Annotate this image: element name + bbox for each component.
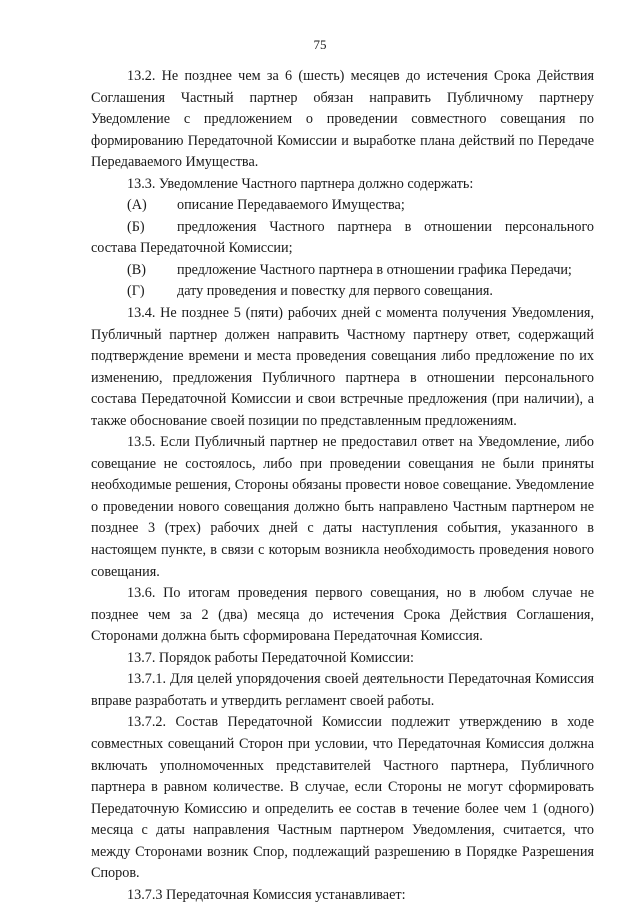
clause-13-2: 13.2. Не позднее чем за 6 (шесть) месяцев до истечения Срока Действия Соглашения Частный партнер обязан направить Публичному партнеру Уведомление с предложением о проведении совместного совещания по формированию Передаточной Комиссии и выработке плана действий по Передаче Передаваемого Имущества.	[91, 68, 594, 171]
list-item-a	[91, 195, 594, 217]
list-marker: (Б)	[127, 218, 145, 235]
list-marker: (В)	[127, 261, 146, 278]
list-item-text: предложения Частного партнера в отношении персонального состава Передаточной Комиссии;	[91, 218, 594, 257]
list-item-text: описание Передаваемого Имущества;	[177, 197, 405, 214]
list-marker: (А)	[127, 197, 147, 214]
clause-13-7: 13.7. Порядок работы Передаточной Комиссии:	[127, 649, 414, 666]
clause-13-7-2: 13.7.2. Состав Передаточной Комиссии подлежит утверждению в ходе совместных совещаний Сторон при условии, что Передаточная Комиссия должна включать уполномоченных представителей Частного партнера, Публичного партнера в равном количестве. В случае, если Стороны не могут сформировать Передаточную Комиссию и определить ее состав в течение более чем 1 (одного) месяца с даты направления Частным партнером Уведомления, считается, что между Сторонами возник Спор, подлежащий разрешению в Порядке Разрешения Споров.	[91, 714, 594, 882]
clause-13-5: 13.5. Если Публичный партнер не предоставил ответ на Уведомление, либо совещание не состоялось, либо при проведении совещания не были приняты необходимые решения, Стороны обязаны провести новое совещание. Уведомление о проведении нового совещания должно быть направлено Частным партнером не позднее 3 (трех) рабочих дней с даты наступления события, указанного в настоящем пункте, в связи с которым возникла необходимость проведения нового совещания.	[91, 434, 594, 580]
list-item-text: дату проведения и повестку для первого совещания.	[177, 283, 493, 300]
clause-13-3: 13.3. Уведомление Частного партнера должно содержать:	[127, 175, 474, 192]
clause-13-6: 13.6. По итогам проведения первого совещания, но в любом случае не позднее чем за 2 (два) месяца до истечения Срока Действия Соглашения, Сторонами должна быть сформирована Передаточная Комиссия.	[91, 585, 594, 645]
list-item-c	[91, 260, 594, 282]
clause-13-7-1: 13.7.1. Для целей упорядочения своей деятельности Передаточная Комиссия вправе разработать и утвердить регламент своей работы.	[91, 671, 594, 709]
clause-13-4: 13.4. Не позднее 5 (пяти) рабочих дней с момента получения Уведомления, Публичный партнер должен направить Частному партнеру ответ, содержащий подтверждение времени и места проведения совещания либо предложение по их изменению, предложения Публичного партнера в отношении персонального состава Передаточной Комиссии и свои встречные предложения (при наличии), а также обоснование своей позиции по представленным предложениям.	[91, 305, 594, 429]
page-number: 75	[313, 37, 327, 52]
list-item-text: предложение Частного партнера в отношении графика Передачи;	[177, 261, 572, 278]
clause-13-7-3: 13.7.3 Передаточная Комиссия устанавливает:	[127, 886, 406, 903]
list-item-d	[91, 281, 594, 303]
list-item-b	[91, 217, 594, 260]
document-body	[91, 66, 594, 906]
list-marker: (Г)	[127, 283, 145, 300]
